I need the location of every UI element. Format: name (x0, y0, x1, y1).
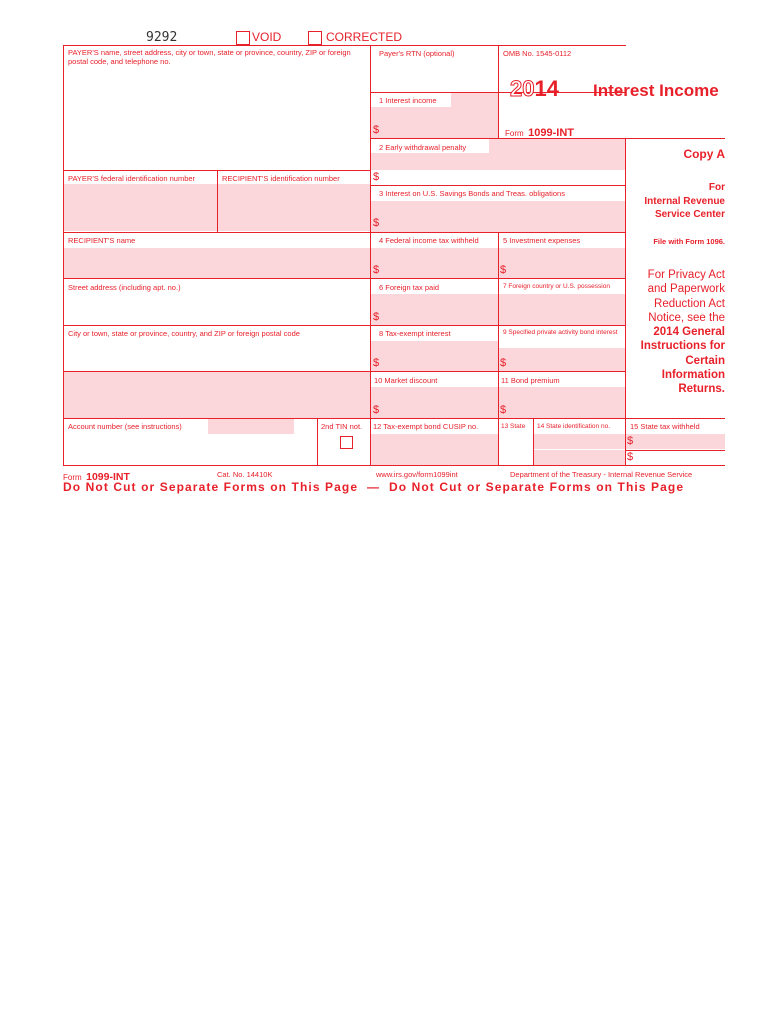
do-not-cut: Do Not Cut or Separate Forms on This Page — Do Not Cut or Separate Forms on This Page (63, 480, 685, 494)
recipient-name-input[interactable] (64, 248, 370, 278)
box1-label: 1 Interest income (379, 96, 437, 105)
box4-input[interactable] (371, 248, 498, 278)
form-name (505, 123, 574, 141)
box12-input[interactable] (371, 434, 498, 465)
box11-dollar: $ (500, 404, 507, 416)
copy-irs-center: Internal Revenue Service Center (644, 196, 725, 220)
box8-input[interactable] (371, 341, 498, 371)
recipient-id-label: RECIPIENT'S identification number (222, 174, 340, 183)
box11-input[interactable] (499, 387, 625, 418)
box6-dollar: $ (373, 311, 380, 323)
form-name-prefix: Form (505, 129, 524, 138)
box9-label: 9 Specified private activity bond interest (503, 329, 618, 336)
box8-label: 8 Tax-exempt interest (379, 329, 451, 338)
footer-cat-no: Cat. No. 14410K (217, 470, 273, 479)
box2-dollar: $ (373, 171, 380, 183)
file-with: File with Form 1096. (653, 237, 725, 246)
footer-form-name: 1099-INT (86, 471, 130, 483)
corrected-checkbox[interactable] (308, 31, 322, 45)
box4-label: 4 Federal income tax withheld (379, 236, 479, 245)
form-name-value: 1099-INT (528, 127, 574, 139)
box3-dollar: $ (373, 217, 380, 229)
second-tin-checkbox[interactable] (340, 436, 353, 449)
box15-input[interactable] (626, 434, 725, 449)
account-number-label: Account number (see instructions) (68, 422, 182, 431)
payer-name-label: PAYER'S name, street address, city or town, state or province, country, ZIP or foreign postal code, and telephone no. (68, 48, 351, 66)
void-checkbox[interactable] (236, 31, 250, 45)
box9-dollar: $ (500, 357, 507, 369)
city-label: City or town, state or province, country, and ZIP or foreign postal code (68, 329, 300, 338)
year (510, 76, 559, 102)
footer-form-prefix: Form (63, 473, 82, 482)
box1-dollar: $ (373, 124, 380, 136)
copy-for: For (708, 182, 725, 193)
box5-label: 5 Investment expenses (503, 236, 581, 245)
recipient-name-label: RECIPIENT'S name (68, 236, 136, 245)
box6-input[interactable] (371, 294, 498, 325)
privacy-bold: 2014 General Instructions for Certain Information Returns. (640, 326, 725, 396)
box8-dollar: $ (373, 357, 380, 369)
box5-dollar: $ (500, 264, 507, 276)
box14b-input[interactable] (534, 450, 625, 465)
box3-label: 3 Interest on U.S. Savings Bonds and Treas. obligations (379, 189, 565, 198)
box6-label: 6 Foreign tax paid (379, 283, 440, 292)
year-prefix: 20 (510, 76, 535, 101)
box7-label: 7 Foreign country or U.S. possession (503, 283, 610, 290)
form-code: 9292 (146, 30, 178, 45)
privacy-notice (628, 268, 725, 397)
account-number-input[interactable] (208, 419, 294, 434)
void-label: VOID (252, 30, 282, 44)
box11-label: 11 Bond premium (501, 376, 560, 385)
box10-input[interactable] (371, 387, 498, 418)
second-tin-label: 2nd TIN not. (321, 422, 363, 431)
box2-label: 2 Early withdrawal penalty (379, 143, 467, 152)
box15-dollar: $ (627, 435, 634, 447)
box14-label: 14 State identification no. (537, 423, 610, 430)
recipient-address-extra-input[interactable] (64, 372, 370, 418)
privacy-normal: For Privacy Act and Paperwork Reduction Act Notice, see the (647, 269, 725, 324)
box10-dollar: $ (373, 404, 380, 416)
form-title: Interest Income (593, 81, 719, 100)
payer-fed-id-input[interactable] (64, 184, 217, 231)
box13-label: 13 State (501, 423, 526, 430)
box14-input[interactable] (534, 434, 625, 449)
box3-input[interactable] (371, 201, 625, 232)
footer-url: www.irs.gov/form1099int (376, 470, 458, 479)
box9-input[interactable] (499, 348, 625, 371)
recipient-id-input[interactable] (218, 184, 370, 231)
box4-dollar: $ (373, 264, 380, 276)
payer-fed-id-label: PAYER'S federal identification number (68, 174, 196, 183)
rtn-label: Payer's RTN (optional) (379, 49, 455, 58)
box5-input[interactable] (499, 248, 625, 278)
footer-dept: Department of the Treasury - Internal Revenue Service (510, 470, 693, 479)
copy-title: Copy A (683, 147, 725, 161)
box12-label: 12 Tax-exempt bond CUSIP no. (373, 422, 479, 431)
year-suffix: 14 (534, 76, 559, 101)
box10-label: 10 Market discount (374, 376, 438, 385)
corrected-label: CORRECTED (326, 30, 403, 44)
box15b-dollar: $ (627, 451, 634, 463)
box7-input[interactable] (499, 294, 625, 325)
street-label: Street address (including apt. no.) (68, 283, 181, 292)
box15-label: 15 State tax withheld (630, 422, 700, 431)
omb-label: OMB No. 1545-0112 (503, 49, 572, 58)
